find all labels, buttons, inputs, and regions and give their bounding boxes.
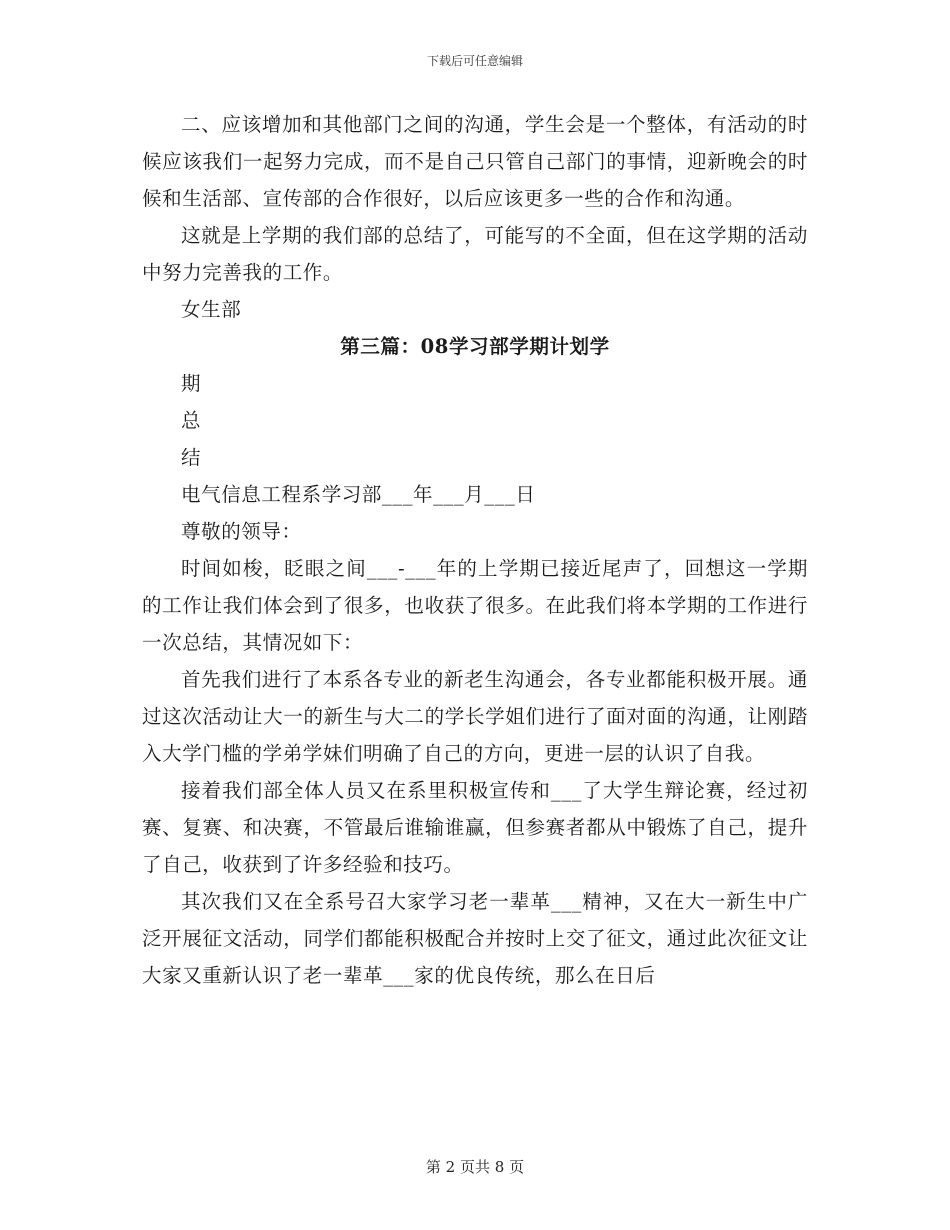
date-line: 电气信息工程系学习部___年___月___日 xyxy=(181,483,536,506)
page-header: 下载后可任意编辑 xyxy=(426,54,523,68)
paragraph: 期 xyxy=(181,372,202,395)
section-title: 第三篇：08学习部学期计划学 xyxy=(340,335,610,358)
signature-line: 女生部 xyxy=(181,298,242,321)
paragraph: 二、应该增加和其他部门之间的沟通，学生会是一个整体，有活动的时候应该我们一起努力完成，而不是自己只管自己部门的事情，迎新晚会的时候和生活部、宣传部的合作很好，以后应该更多一些的合作和沟通。 xyxy=(142,113,808,210)
paragraph: 时间如梭，眨眼之间___-___年的上学期已接近尾声了，回想这一学期的工作让我们体会到了很多，也收获了很多。在此我们将本学期的工作进行一次总结，其情况如下： xyxy=(142,557,808,654)
page-footer: 第 2 页共 8 页 xyxy=(425,1158,525,1176)
paragraph: 接着我们部全体人员又在系里积极宣传和___了大学生辩论赛，经过初赛、复赛、和决赛，不管最后谁输谁赢，但参赛者都从中锻炼了自己，提升了自己，收获到了许多经验和技巧。 xyxy=(142,779,808,876)
paragraph: 其次我们又在全系号召大家学习老一辈革___精神，又在大一新生中广泛开展征文活动，同学们都能积极配合并按时上交了征文，通过此次征文让大家又重新认识了老一辈革___家的优良传统，那么在日后 xyxy=(142,890,808,987)
paragraph: 总 xyxy=(181,409,202,432)
salutation: 尊敬的领导： xyxy=(181,520,302,543)
document-body xyxy=(142,106,808,994)
paragraph: 这就是上学期的我们部的总结了，可能写的不全面，但在这学期的活动中努力完善我的工作。 xyxy=(142,224,808,284)
paragraph: 结 xyxy=(181,446,202,469)
paragraph: 首先我们进行了本系各专业的新老生沟通会，各专业都能积极开展。通过这次活动让大一的新生与大二的学长学姐们进行了面对面的沟通，让刚踏入大学门槛的学弟学妹们明确了自己的方向，更进一层的认识了自我。 xyxy=(142,668,808,765)
